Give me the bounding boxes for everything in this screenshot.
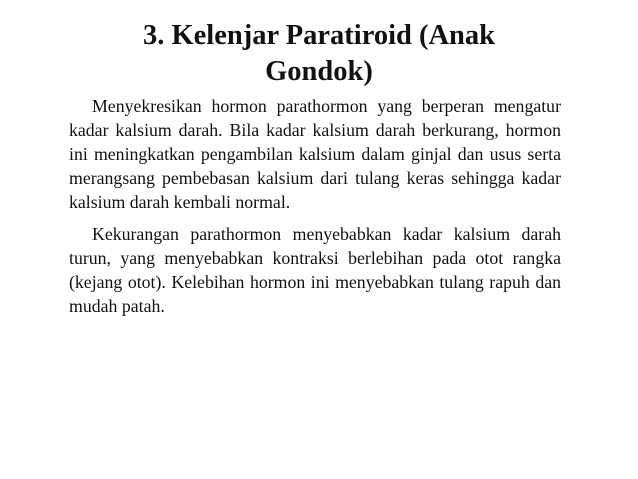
slide-title	[90, 18, 548, 90]
slide-body	[69, 94, 561, 318]
slide-title-line-2: Gondok)	[265, 56, 373, 87]
paragraph-disorders: Kekurangan parathormon menyebabkan kadar kalsium darah turun, yang menyebabkan kontraksi berlebihan pada otot rangka (kejang otot). Kelebihan hormon ini menyebabkan tulang rapuh dan mudah patah.	[69, 224, 561, 316]
slide-title-line-1: 3. Kelenjar Paratiroid (Anak	[142, 20, 495, 51]
paragraph-function: Menyekresikan hormon parathormon yang berperan mengatur kadar kalsium darah. Bila kadar kalsium darah berkurang, hormon ini meningkatkan pengambilan kalsium dalam ginjal dan usus serta merangsang pembebasan kalsium dari tulang keras sehingga kadar kalsium darah kembali normal.	[69, 96, 561, 212]
